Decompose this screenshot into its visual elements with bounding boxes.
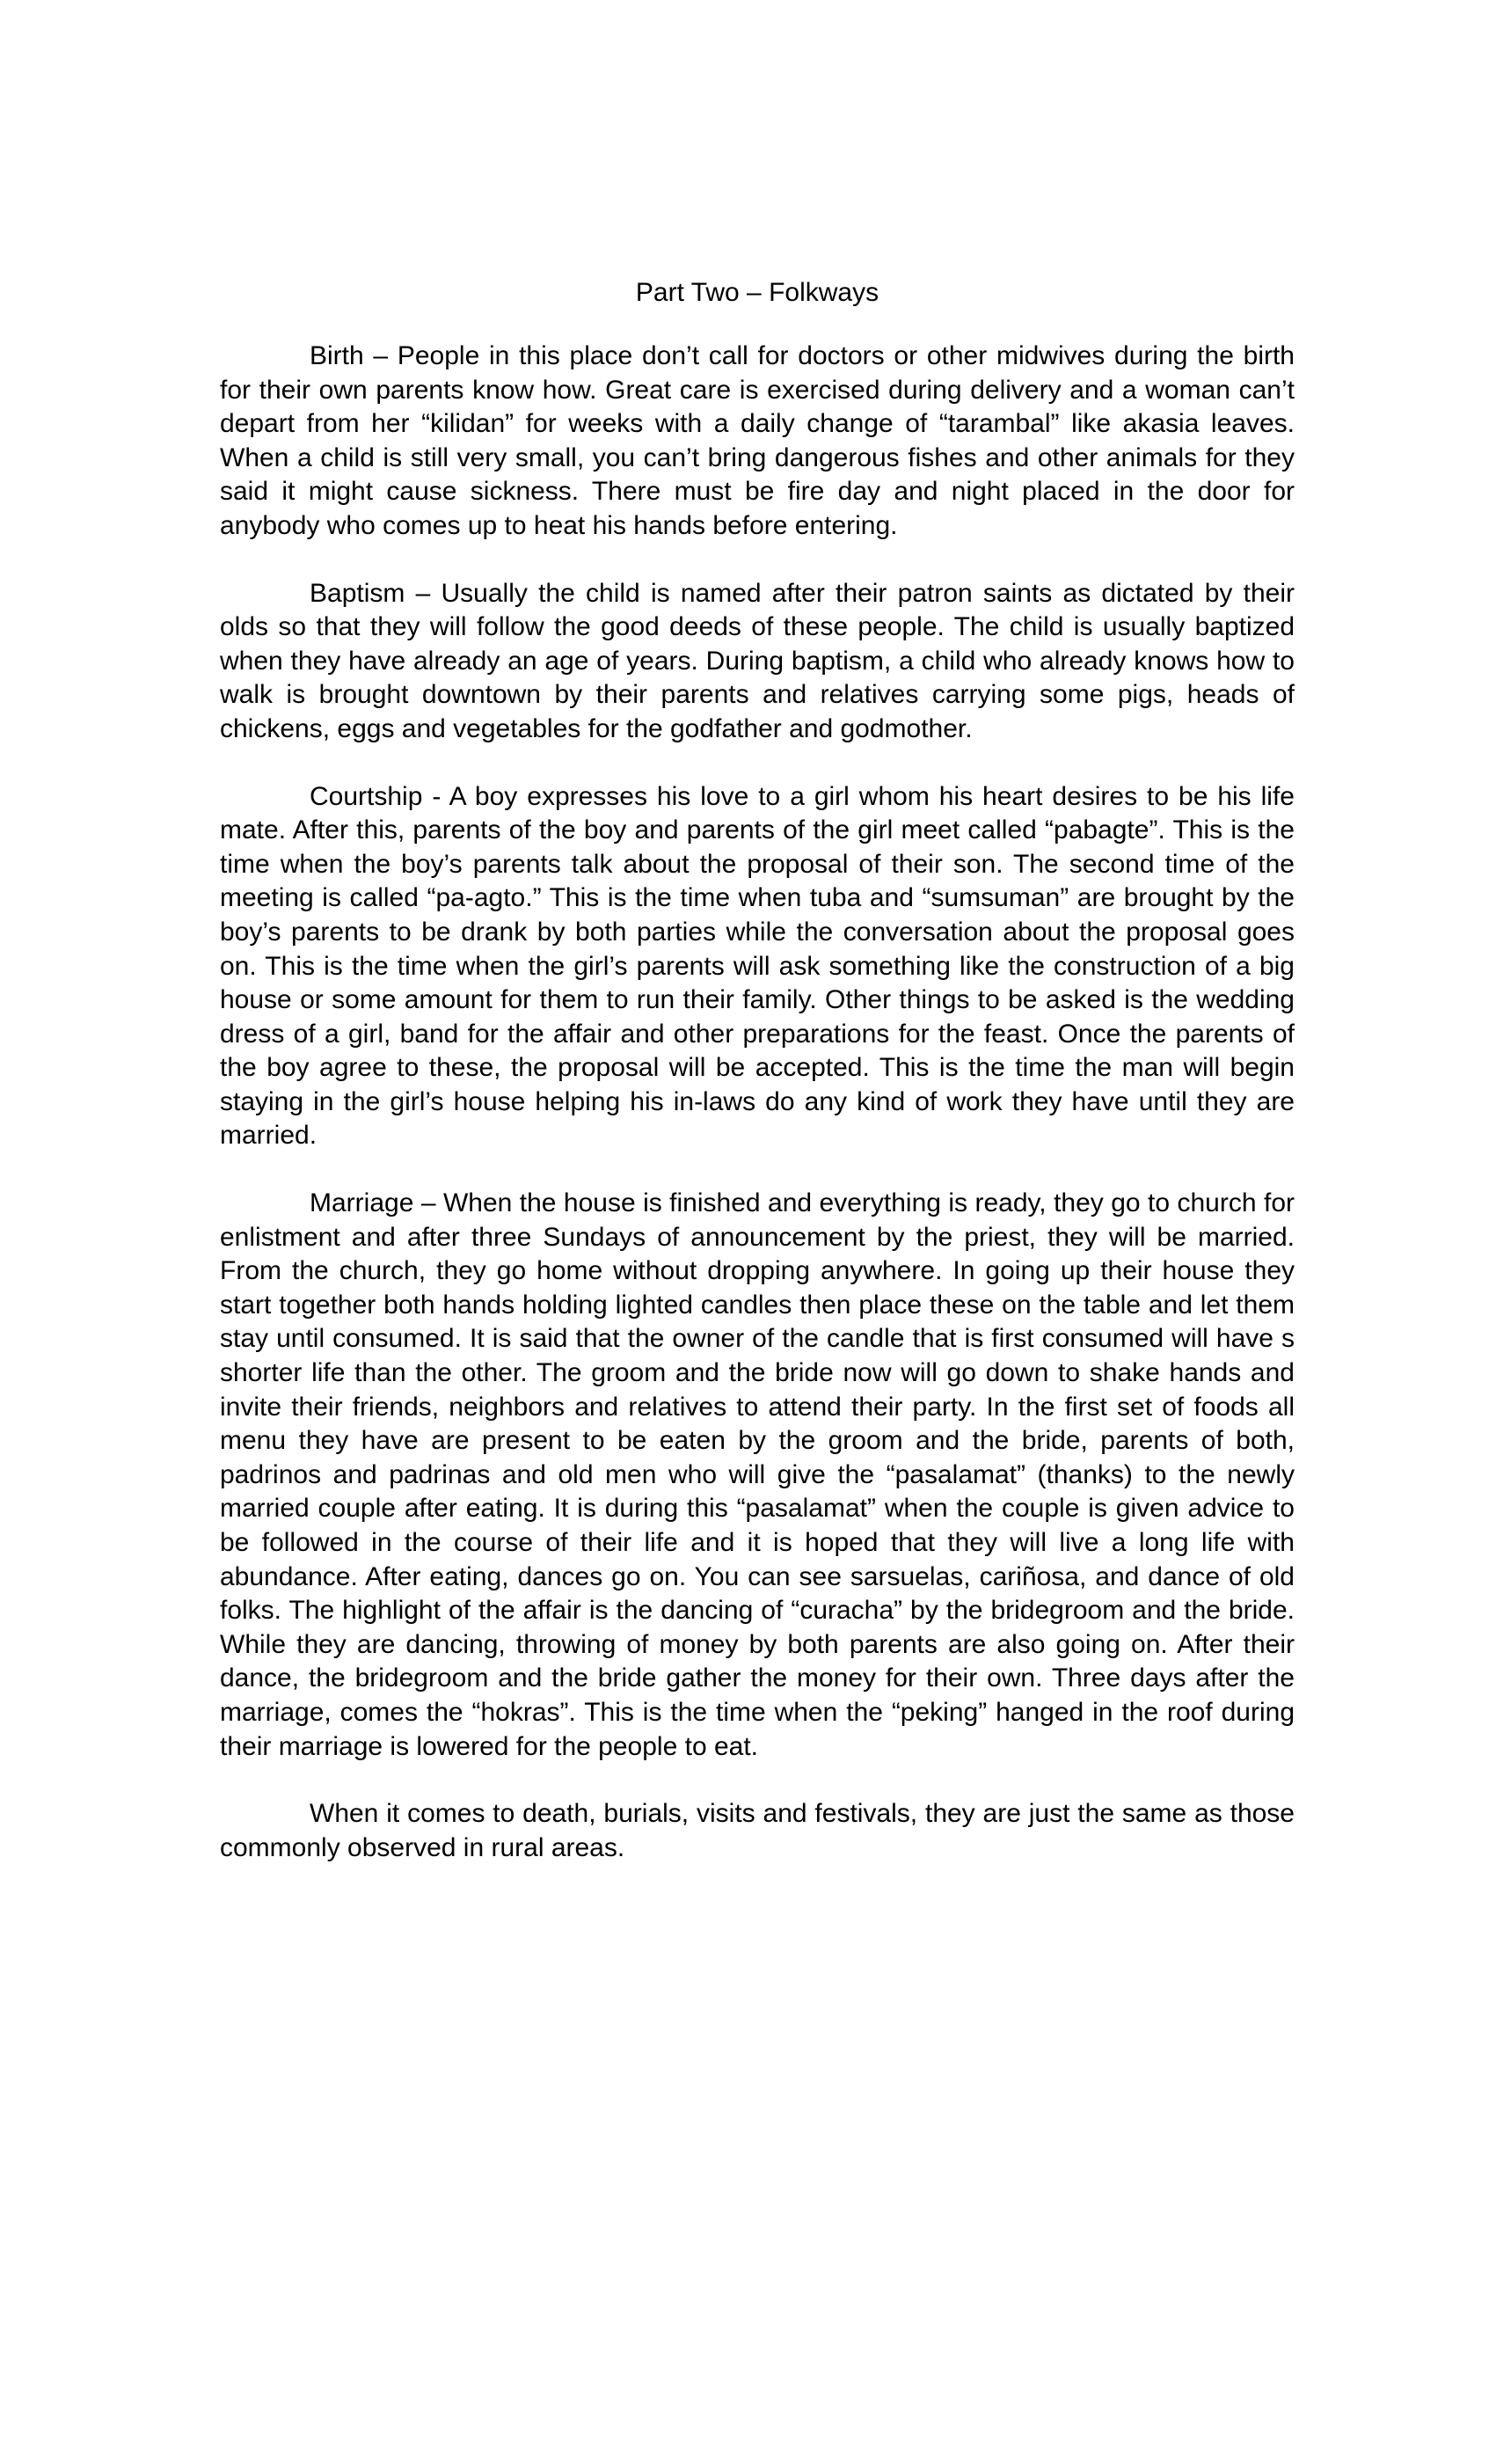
document-page: [220, 276, 1295, 1898]
page-title: Part Two – Folkways: [635, 278, 879, 307]
paragraph-death-burials-festivals: When it comes to death, burials, visits and festivals, they are just the same as those commonly observed in rural areas.: [220, 1799, 1295, 1862]
paragraph-birth: Birth – People in this place don’t call for doctors or other midwives during the birth for their own parents know how. Great care is exercised during delivery and a woman can’t depart from her “kilidan” for weeks with a daily change of “tarambal” like akasia leaves. When a child is still very small, you can’t bring dangerous fishes and other animals for they said it might cause sickness. There must be fire day and night placed in the door for anybody who comes up to heat his hands before entering.: [220, 341, 1295, 540]
paragraph-baptism: Baptism – Usually the child is named after their patron saints as dictated by their olds so that they will follow the good deeds of these people. The child is usually baptized when they have already an age of years. During baptism, a child who already knows how to walk is brought downtown by their parents and relatives carrying some pigs, heads of chickens, eggs and vegetables for the godfather and godmother.: [220, 578, 1295, 743]
paragraph-courtship: Courtship - A boy expresses his love to a girl whom his heart desires to be his life mate. After this, parents of the boy and parents of the girl meet called “pabagte”. This is the time when the boy’s parents talk about the proposal of their son. The second time of the meeting is called “pa-agto.” This is the time when tuba and “sumsuman” are brought by the boy’s parents to be drank by both parties while the conversation about the proposal goes on. This is the time when the girl’s parents will ask something like the construction of a big house or some amount for them to run their family. Other things to be asked is the wedding dress of a girl, band for the affair and other preparations for the feast. Once the parents of the boy agree to these, the proposal will be accepted. This is the time the man will begin staying in the girl’s house helping his in-laws do any kind of work they have until they are married.: [220, 781, 1295, 1151]
paragraph-marriage: Marriage – When the house is finished and everything is ready, they go to church for enlistment and after three Sundays of announcement by the priest, they will be married. From the church, they go home without dropping anywhere. In going up their house they start together both hands holding lighted candles then place these on the table and let them stay until consumed. It is said that the owner of the candle that is first consumed will have s shorter life than the other. The groom and the bride now will go down to shake hands and invite their friends, neighbors and relatives to attend their party. In the first set of foods all menu they have are present to be eaten by the groom and the bride, parents of both, padrinos and padrinas and old men who will give the “pasalamat” (thanks) to the newly married couple after eating. It is during this “pasalamat” when the couple is given advice to be followed in the course of their life and it is hoped that they will live a long life with abundance. After eating, dances go on. You can see sarsuelas, cariñosa, and dance of old folks. The highlight of the affair is the dancing of “curacha” by the bridegroom and the bride. While they are dancing, throwing of money by both parents are also going on. After their dance, the bridegroom and the bride gather the money for their own. Three days after the marriage, comes the “hokras”. This is the time when the “peking” hanged in the roof during their marriage is lowered for the people to eat.: [220, 1188, 1295, 1761]
